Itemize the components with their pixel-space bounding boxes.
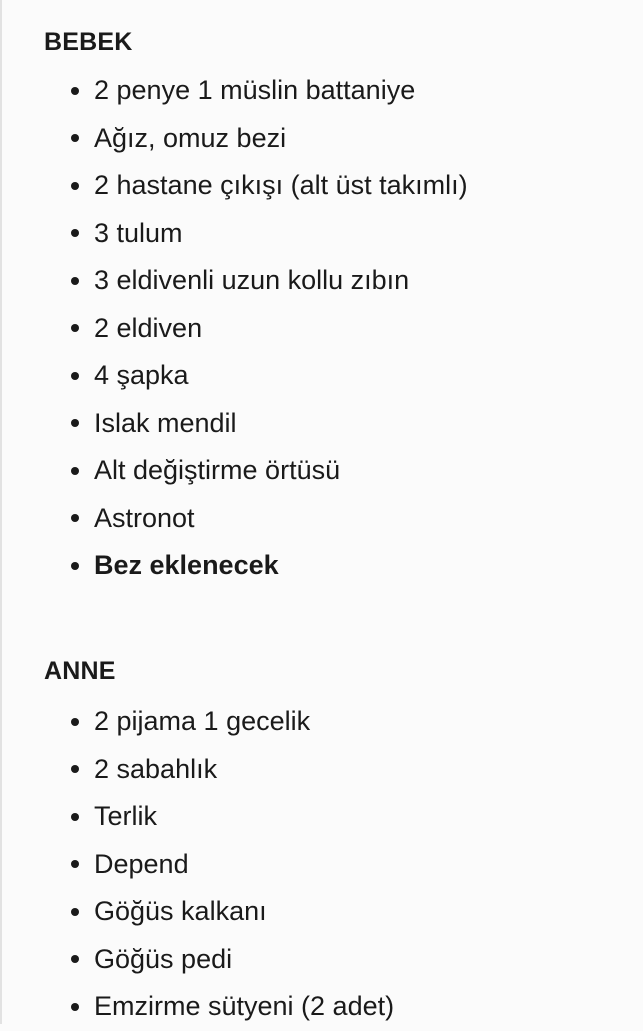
bullet-icon [71,87,79,95]
left-edge-divider [0,0,2,1024]
bullet-icon [71,765,79,773]
section-heading-bebek: BEBEK [44,28,133,56]
bullet-icon [71,372,79,380]
list-item: 4 şapka [44,352,634,400]
list-item: Göğüs pedi [44,936,634,984]
bullet-icon [71,514,79,522]
list-item: 2 sabahlık [44,746,634,794]
list-item: Islak mendil [44,400,634,448]
list-item: Terlik [44,793,634,841]
bullet-icon [71,955,79,963]
bullet-icon [71,134,79,142]
list-item: Alt değiştirme örtüsü [44,447,634,495]
bullet-icon [71,813,79,821]
section-heading-anne: ANNE [44,657,116,685]
list-item: Emzirme sütyeni (2 adet) [44,983,634,1031]
list-item: 3 tulum [44,210,634,258]
bullet-icon [71,419,79,427]
bullet-icon [71,277,79,285]
bullet-icon [71,324,79,332]
bullet-icon [71,1003,79,1011]
bullet-icon [71,908,79,916]
list-item: 2 hastane çıkışı (alt üst takımlı) [44,162,634,210]
list-item: 2 eldiven [44,305,634,353]
list-item: 3 eldivenli uzun kollu zıbın [44,257,634,305]
bullet-icon [71,182,79,190]
list-item: Depend [44,841,634,889]
list-item-bold: Bez eklenecek [44,542,634,590]
list-item: Ağız, omuz bezi [44,115,634,163]
list-item: 2 pijama 1 gecelik [44,698,634,746]
list-item: 2 penye 1 müslin battaniye [44,67,634,115]
bebek-list [44,67,634,590]
list-item: Astronot [44,495,634,543]
bullet-icon [71,718,79,726]
bullet-icon [71,229,79,237]
bullet-icon [71,562,79,570]
bullet-icon [71,467,79,475]
bullet-icon [71,860,79,868]
list-item: Göğüs kalkanı [44,888,634,936]
anne-list [44,698,634,1031]
